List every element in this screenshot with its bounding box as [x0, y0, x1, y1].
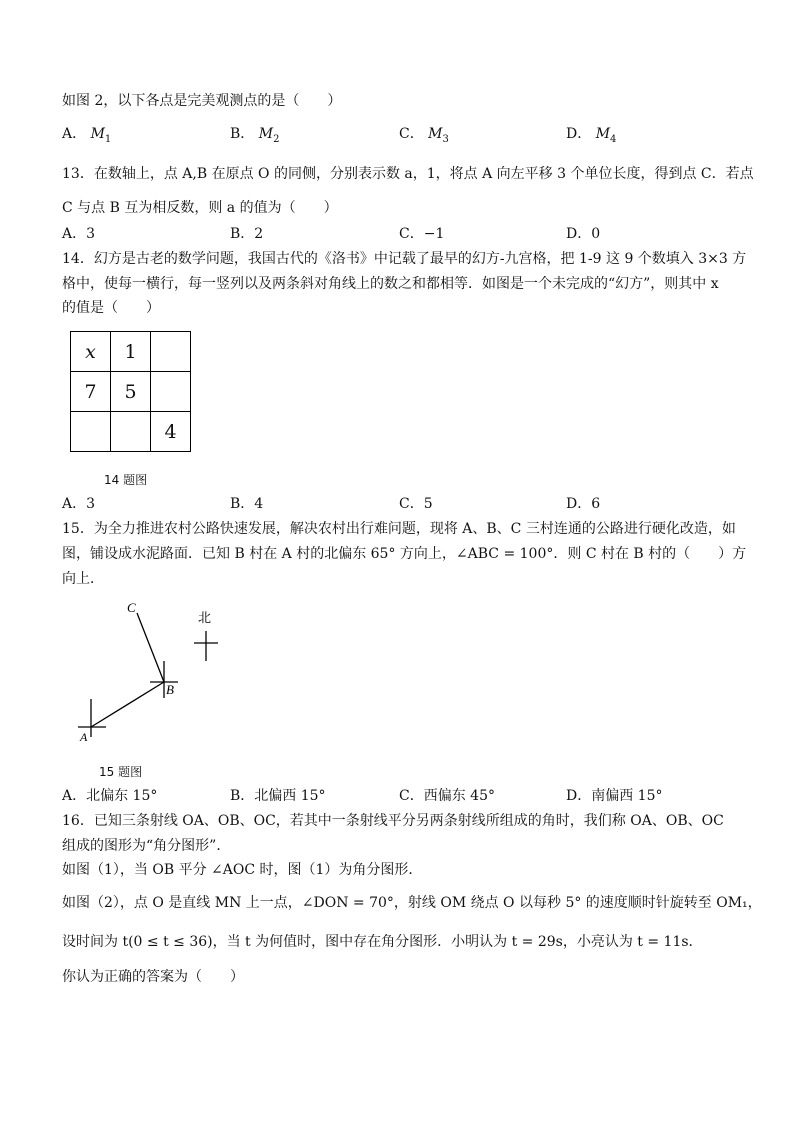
q14-line-3: 的值是（ ） — [62, 300, 160, 316]
grid-cell: 7 — [71, 372, 111, 412]
q16-line-1: 16．已知三条射线 OA、OB、OC，若其中一条射线平分另两条射线所组成的角时，我们称 OA、OB、OC — [62, 813, 724, 829]
q16-line-6: 你认为正确的答案为（ ） — [62, 969, 244, 985]
q15-line-1: 15．为全力推进农村公路快速发展，解决农村出行难问题，现将 A、B、C 三村连通的公路进行硬化改造，如 — [62, 521, 736, 537]
q13-line-2: C 与点 B 互为相反数，则 a 的值为（ ） — [62, 200, 338, 216]
q15-line-3: 向上． — [62, 571, 104, 587]
q13-option-b: B．2 — [230, 226, 264, 242]
q14-option-c: C．5 — [399, 496, 433, 512]
q13-option-c: C．−1 — [399, 226, 445, 242]
q16-line-3: 如图（1），当 OB 平分 ∠AOC 时，图（1）为角分图形． — [62, 862, 423, 878]
q15-direction-figure — [70, 595, 230, 755]
segment-ab — [91, 682, 164, 727]
q13-line-1: 13．在数轴上，点 A,B 在原点 O 的同侧，分别表示数 a，1，将点 A 向左平移 3 个单位长度，得到点 C．若点 — [62, 166, 754, 182]
grid-cell — [111, 412, 151, 452]
grid-cell: x — [71, 332, 111, 372]
q12-option-b: B． $M_2$ — [230, 126, 280, 145]
q15-line-2: 图，铺设成水泥路面．已知 B 村在 A 村的北偏东 65° 方向上，∠ABC = 100°．则 C 村在 B 村的（ ）方 — [62, 546, 747, 562]
q14-option-d: D．6 — [566, 496, 601, 512]
grid-cell: 1 — [111, 332, 151, 372]
label-b: B — [166, 682, 174, 697]
q14-line-2: 格中，使每一横行，每一竖列以及两条斜对角线上的数之和都相等．如图是一个未完成的“幻方”，则其中 x — [62, 276, 719, 292]
q15-option-b: B．北偏西 15° — [230, 788, 326, 804]
q13-option-a: A．3 — [62, 226, 96, 242]
q16-line-5: 设时间为 t(0 ≤ t ≤ 36)，当 t 为何值时，图中存在角分图形．小明认为 t = 29s，小亮认为 t = 11s． — [62, 934, 703, 950]
grid-cell: 4 — [151, 412, 191, 452]
label-c: C — [127, 600, 136, 615]
grid-cell — [151, 372, 191, 412]
q13-option-d: D．0 — [566, 226, 601, 242]
q12-option-d: D． $M_4$ — [566, 126, 617, 145]
q15-figure-caption: 15 题图 — [99, 765, 143, 779]
label-north: 北 — [198, 611, 212, 626]
q15-option-d: D．南偏西 15° — [566, 788, 663, 804]
q12-option-c: C． $M_3$ — [399, 126, 449, 145]
q14-figure-caption: 14 题图 — [104, 473, 148, 487]
q14-line-1: 14．幻方是古老的数学问题，我国古代的《洛书》中记载了最早的幻方-九宫格，把 1-9 这 9 个数填入 3×3 方 — [62, 251, 747, 267]
q12-option-a: A． $M_1$ — [62, 126, 112, 145]
q15-option-c: C．西偏东 45° — [399, 788, 495, 804]
q12-stem: 如图 2，以下各点是完美观测点的是（ ） — [62, 93, 342, 109]
label-a: A — [80, 730, 88, 744]
grid-cell: 5 — [111, 372, 151, 412]
grid-cell — [71, 412, 111, 452]
segment-bc — [137, 613, 164, 682]
grid-cell — [151, 332, 191, 372]
q14-option-b: B．4 — [230, 496, 264, 512]
q16-line-4: 如图（2），点 O 是直线 MN 上一点，∠DON = 70°，射线 OM 绕点 O 以每秒 5° 的速度顺时针旋转至 OM₁， — [62, 895, 762, 911]
q14-option-a: A．3 — [62, 496, 96, 512]
magic-square-grid — [70, 331, 191, 452]
q15-option-a: A．北偏东 15° — [62, 788, 158, 804]
q16-line-2: 组成的图形为“角分图形”． — [62, 838, 231, 854]
